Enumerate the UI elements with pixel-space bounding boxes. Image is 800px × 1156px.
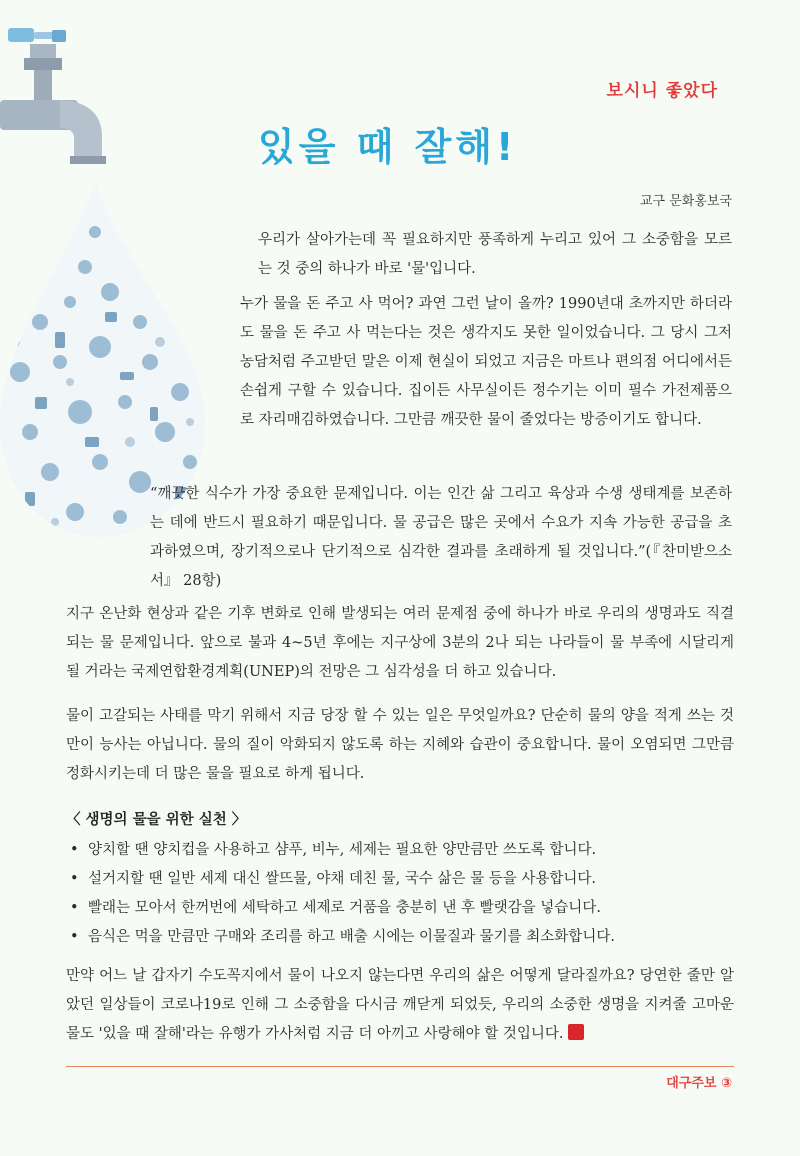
list-item-text: 빨래는 모아서 한꺼번에 세탁하고 세제로 거품을 충분히 낸 후 빨랫감을 넣습니다. [88,900,601,916]
body-paragraph: 지구 온난화 현상과 같은 기후 변화로 인해 발생되는 여러 문제점 중에 하나가 바로 우리의 생명과도 직결되는 물 문제입니다. 앞으로 불과 4~5년 후에는 지구상에 3분의 2나 되는 나라들이 물 부족에 시달리게 될 거라는 국제연합환경계획(UNEP)의 전망은 그 심각성을 더 하고 있습니다. [66,606,734,680]
section-label: 보시니 좋았다 [606,81,718,101]
list-item-text: 양치할 땐 양치컵을 사용하고 샴푸, 비누, 세제는 필요한 양만큼만 쓰도록 합니다. [88,842,597,858]
bullet-icon: • [70,900,79,916]
list-item [70,836,730,865]
page-footer-label: 대구주보 ③ [666,1076,732,1091]
end-mark-stamp-icon [568,1024,584,1040]
bullet-icon: • [70,929,79,945]
list-item [70,865,730,894]
list-item [70,923,730,952]
bullet-icon: • [70,842,79,858]
author-byline: 교구 문화홍보국 [639,194,732,209]
practice-list [70,836,730,952]
closing-paragraph [66,962,734,1049]
practice-list-title: 〈 생명의 물을 위한 실천 〉 [66,812,247,828]
list-item [70,894,730,923]
body-paragraph: 누가 물을 돈 주고 사 먹어? 과연 그런 날이 올까? 1990년대 초까지만 하더라도 물을 돈 주고 사 먹는다는 것은 생각지도 못한 일이었습니다. 그 당시 그저 농담처럼 주고받던 말은 이제 현실이 되었고 지금은 마트나 편의점 어디에서든 손쉽게 구할 수 있습니다. 집이든 사무실이든 정수기는 이미 필수 가전제품으로 자리매김하였습니다. 그만큼 깨끗한 물이 줄었다는 방증이기도 합니다. [240,296,732,428]
body-paragraph: 물이 고갈되는 사태를 막기 위해서 지금 당장 할 수 있는 일은 무엇일까요? 단순히 물의 양을 적게 쓰는 것만이 능사는 아닙니다. 물의 질이 악화되지 않도록 하는 지혜와 습관이 중요합니다. 물이 오염되면 그만큼 정화시키는데 더 많은 물을 필요로 하게 됩니다. [66,708,734,782]
footer-divider [66,1066,734,1067]
intro-paragraph: 우리가 살아가는데 꼭 필요하지만 풍족하게 누리고 있어 그 소중함을 모르는 것 중의 하나가 바로 '물'입니다. [258,232,732,277]
list-item-text: 음식은 먹을 만큼만 구매와 조리를 하고 배출 시에는 이물질과 물기를 최소화합니다. [88,929,615,945]
closing-text: 만약 어느 날 갑자기 수도꼭지에서 물이 나오지 않는다면 우리의 삶은 어떻게 달라질까요? 당연한 줄만 알았던 일상들이 코로나19로 인해 그 소중함을 다시금 깨닫게 되었듯, 우리의 소중한 생명을 지켜줄 고마운 물도 '있을 때 잘해'라는 유행가 가사처럼 지금 더 아끼고 사랑해야 할 것입니다. [66,968,734,1042]
faucet-icon [0,24,110,174]
article-title: 있을 때 잘해! [258,125,518,169]
bullet-icon: • [70,871,79,887]
list-item-text: 설거지할 땐 일반 세제 대신 쌀뜨물, 야채 데친 물, 국수 삶은 물 등을 사용합니다. [88,871,596,887]
quote-paragraph: “깨끗한 식수가 가장 중요한 문제입니다. 이는 인간 삶 그리고 육상과 수생 생태계를 보존하는 데에 반드시 필요하기 때문입니다. 물 공급은 많은 곳에서 수요가 지속 가능한 공급을 초과하였으며, 장기적으로나 단기적으로 심각한 결과를 초래하게 될 것입니다.”(『찬미받으소서』 28항) [150,486,732,589]
